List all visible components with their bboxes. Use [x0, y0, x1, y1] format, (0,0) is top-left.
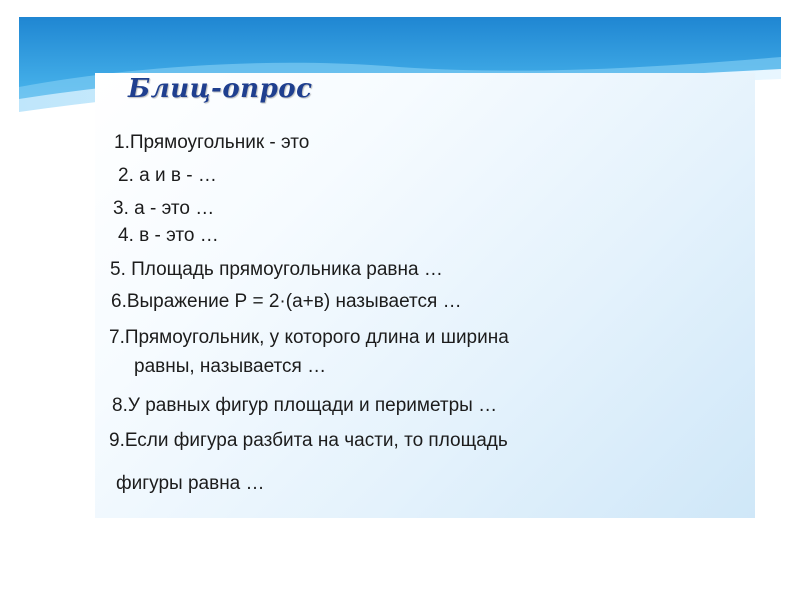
- question-1: 1.Прямоугольник - это: [114, 132, 310, 153]
- slide-title: Блиц-опрос: [128, 74, 313, 104]
- question-3: 3. а - это …: [113, 198, 215, 219]
- question-9-line-2: фигуры равна …: [116, 473, 265, 494]
- question-4: 4. в - это …: [118, 225, 219, 246]
- question-6: 6.Выражение Р = 2·(а+в) называется …: [111, 291, 462, 312]
- question-7-line-2: равны, называется …: [134, 356, 327, 377]
- question-9-line-1: 9.Если фигура разбита на части, то площадь: [109, 430, 508, 451]
- question-7-line-1: 7.Прямоугольник, у которого длина и ширина: [109, 327, 509, 348]
- question-8: 8.У равных фигур площади и периметры …: [112, 395, 498, 416]
- question-5: 5. Площадь прямоугольника равна …: [110, 259, 443, 280]
- question-2: 2. а и в - …: [118, 165, 217, 186]
